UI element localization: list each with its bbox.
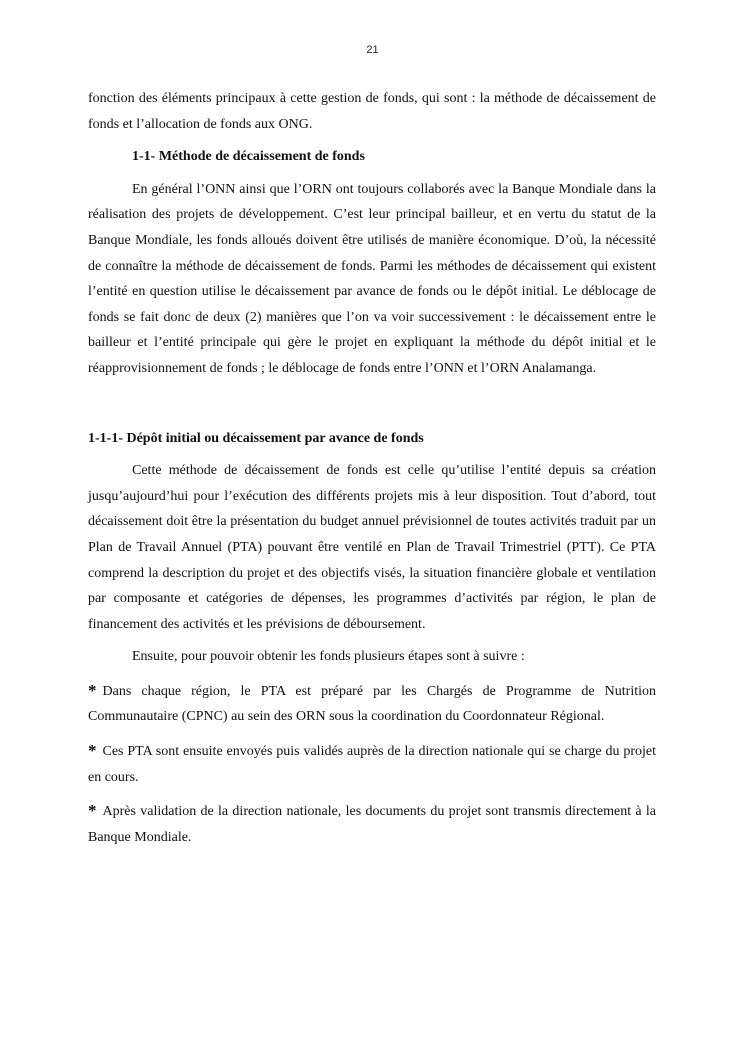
section-heading-1-1-1: 1-1-1- Dépôt initial ou décaissement par avance de fonds [88,430,424,446]
page-content [88,86,656,850]
asterisk-bullet-icon: * [88,801,97,821]
bullet-item-1 [88,677,656,730]
paragraph-methode: Cette méthode de décaissement de fonds est celle qu’utilise l’entité depuis sa création jusqu’aujourd’hui pour l’exécution des différents projets mis à leur disposition. Tout d’abord, tout décaissement doit être la présentation du budget annuel prévisionnel de toutes activités traduit par un Plan de Travail Annuel (PTA) pouvant être ventilé en Plan de Travail Trimestriel (PTT). Ce PTA comprend la description du projet et des objectifs visés, la situation financière globale et ventilation par composante et catégories de dépenses, les programmes d’activités par région, le plan de financement des activités et les prévisions de déboursement. [88,463,656,632]
bullet-text: Ces PTA sont ensuite envoyés puis validés auprès de la direction nationale qui se charge du projet en cours. [88,744,656,785]
bullet-text: Dans chaque région, le PTA est préparé par les Chargés de Programme de Nutrition Communautaire (CPNC) au sein des ORN sous la coordination du Coordonnateur Régional. [88,683,656,725]
page-number: 21 [366,44,379,56]
bullet-item-3 [88,797,656,850]
paragraph-general: En général l’ONN ainsi que l’ORN ont toujours collaborés avec la Banque Mondiale dans la réalisation des projets de développement. C’est leur principal bailleur, et en vertu du statut de la Banque Mondiale, les fonds alloués doivent être utilisés de manière économique. D’où, la nécessité de connaître la méthode de décaissement de fonds. Parmi les méthodes de décaissement qui existent l’entité en question utilise le décaissement par avance de fonds ou le dépôt initial. Le déblocage de fonds se fait donc de deux (2) manières que l’on va voir successivement : le décaissement entre le bailleur et l’entité principale qui gère le projet en expliquant la méthode du dépôt initial et le réapprovisionnement de fonds ; le déblocage de fonds entre l’ONN et l’ORN Analamanga. [88,181,656,376]
section-heading-1-1: 1-1- Méthode de décaissement de fonds [132,149,365,165]
asterisk-bullet-icon: * [88,680,97,700]
asterisk-bullet-icon: * [88,741,97,761]
intro-paragraph: fonction des éléments principaux à cette gestion de fonds, qui sont : la méthode de décaissement de fonds et l’allocation de fonds aux ONG. [88,91,656,132]
paragraph-ensuite: Ensuite, pour pouvoir obtenir les fonds plusieurs étapes sont à suivre : [132,649,525,665]
bullet-text: Après validation de la direction nationale, les documents du projet sont transmis directement à la Banque Mondiale. [88,804,656,845]
bullet-item-2 [88,737,656,790]
